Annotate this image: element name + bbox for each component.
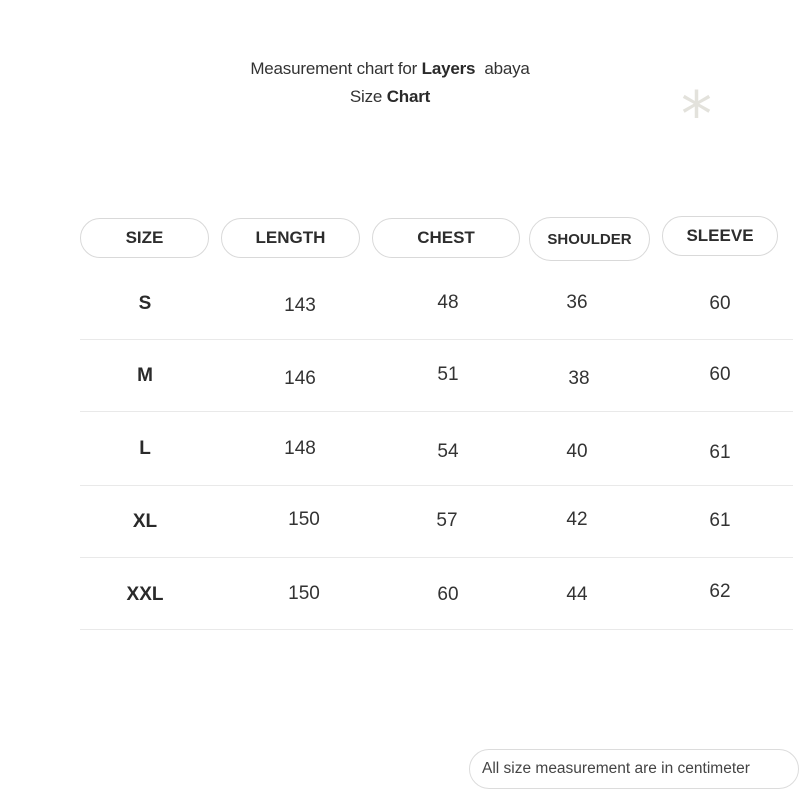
row-m-sleeve: 60: [709, 364, 731, 385]
row-xl-shoulder: 42: [566, 509, 588, 530]
header-shoulder: SHOULDER: [529, 217, 650, 261]
row-xl-chest: 57: [436, 510, 458, 531]
row-xxl-shoulder: 44: [566, 584, 588, 605]
title-suffix: abaya: [475, 59, 530, 78]
row-xxl-sleeve: 62: [709, 581, 731, 602]
row-s-length: 143: [284, 295, 316, 316]
header-size: SIZE: [80, 218, 209, 258]
header-length: LENGTH: [221, 218, 360, 258]
header-chest: CHEST: [372, 218, 520, 258]
chart-title: [0, 59, 780, 79]
row-divider: [80, 485, 793, 486]
brand-name: Layers: [421, 59, 476, 78]
unit-note: All size measurement are in centimeter: [469, 749, 799, 789]
row-xxl-length: 150: [288, 583, 320, 604]
row-l-length: 148: [284, 438, 316, 459]
row-s-sleeve: 60: [709, 293, 731, 314]
row-m-size: M: [137, 365, 153, 386]
row-xl-length: 150: [288, 509, 320, 530]
subtitle-prefix: Size: [349, 87, 387, 106]
row-l-chest: 54: [437, 441, 459, 462]
row-l-sleeve: 61: [709, 442, 731, 463]
row-xl-size: XL: [132, 511, 158, 532]
asterisk-decoration-icon: *: [681, 78, 712, 151]
row-divider: [80, 339, 793, 340]
row-xxl-size: XXL: [126, 584, 164, 605]
row-m-chest: 51: [437, 364, 459, 385]
row-l-shoulder: 40: [566, 441, 588, 462]
row-m-length: 146: [284, 368, 316, 389]
row-m-shoulder: 38: [568, 368, 590, 389]
header-sleeve: SLEEVE: [662, 216, 778, 256]
chart-subtitle: [0, 87, 780, 107]
subtitle-bold: Chart: [386, 87, 431, 106]
row-divider: [80, 411, 793, 412]
row-s-chest: 48: [437, 292, 459, 313]
title-prefix: Measurement chart for: [250, 59, 422, 78]
row-s-size: S: [138, 293, 152, 314]
row-s-shoulder: 36: [566, 292, 588, 313]
row-divider: [80, 557, 793, 558]
row-l-size: L: [139, 438, 151, 459]
row-xl-sleeve: 61: [709, 510, 731, 531]
row-divider: [80, 629, 793, 630]
row-xxl-chest: 60: [437, 584, 459, 605]
